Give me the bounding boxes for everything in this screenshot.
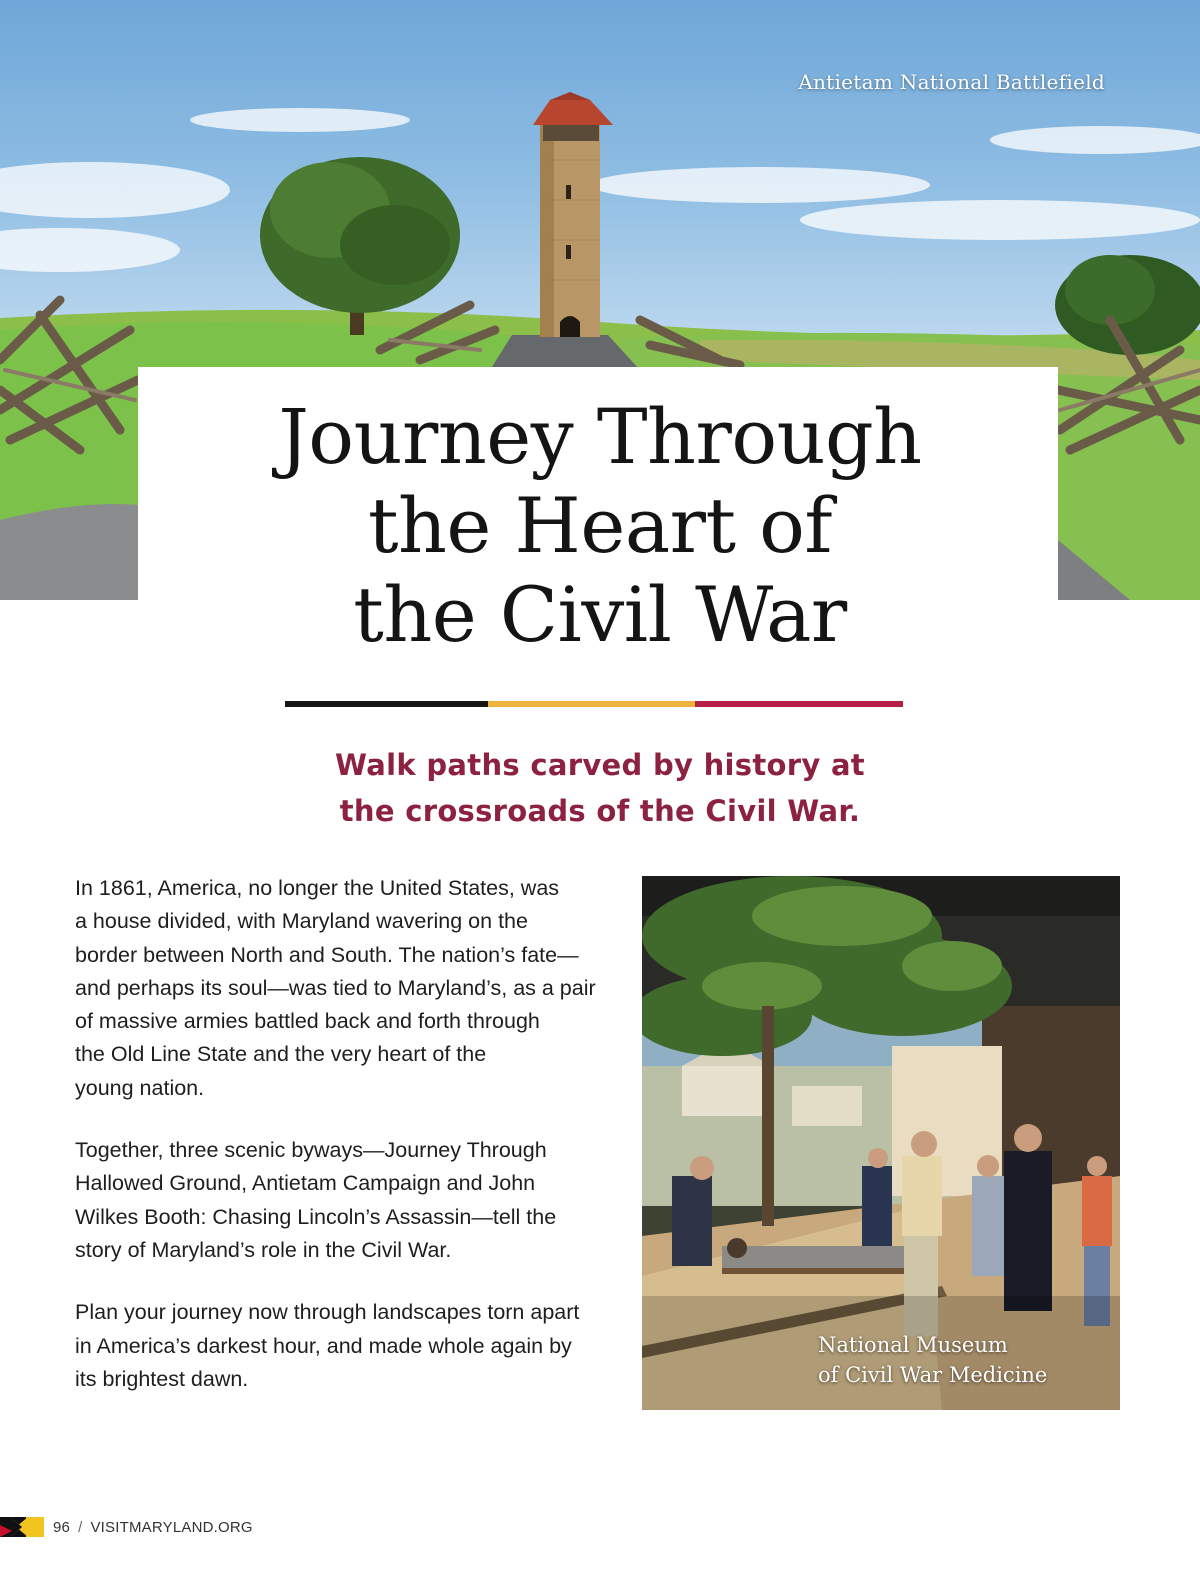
body-line: Together, three scenic byways—Journey Through <box>75 1138 547 1163</box>
body-line: in America’s darkest hour, and made whole again by <box>75 1333 572 1358</box>
title-line: Journey Through <box>278 392 922 481</box>
article-title <box>0 392 1200 659</box>
maryland-flag-icon <box>0 1517 44 1537</box>
museum-photo <box>642 876 1120 1410</box>
footer-text <box>53 1519 253 1536</box>
body-line: Wilkes Booth: Chasing Lincoln’s Assassin—tell the <box>75 1204 557 1229</box>
caption-line: of Civil War Medicine <box>818 1363 1048 1387</box>
body-line: young nation. <box>75 1075 205 1100</box>
caption-line: National Museum <box>818 1333 1008 1357</box>
footer-site-link[interactable]: VISITMARYLAND.ORG <box>90 1519 253 1536</box>
page-number: 96 <box>53 1519 71 1536</box>
body-line: border between North and South. The nation’s fate— <box>75 942 579 967</box>
divider-black <box>285 701 488 707</box>
subtitle-line: Walk paths carved by history at <box>335 748 865 782</box>
divider-gold <box>488 701 695 707</box>
page-footer <box>0 1515 400 1539</box>
body-line: story of Maryland’s role in the Civil War. <box>75 1237 452 1262</box>
footer-separator: / <box>78 1519 83 1536</box>
body-line: In 1861, America, no longer the United States, was <box>75 876 560 900</box>
article-body <box>75 872 620 1425</box>
body-line: a house divided, with Maryland wavering on the <box>75 909 528 934</box>
body-paragraph <box>75 1296 620 1396</box>
article-subtitle <box>0 742 1200 834</box>
body-paragraph <box>75 872 620 1105</box>
body-line: Plan your journey now through landscapes torn apart <box>75 1300 580 1325</box>
hero-photo-caption: Antietam National Battlefield <box>798 70 1105 94</box>
body-line: Hallowed Ground, Antietam Campaign and John <box>75 1171 536 1196</box>
body-line: the Old Line State and the very heart of the <box>75 1042 487 1067</box>
body-paragraph <box>75 1134 620 1267</box>
body-line: of massive armies battled back and forth through <box>75 1009 540 1034</box>
subtitle-line: the crossroads of the Civil War. <box>339 794 861 828</box>
body-line: its brightest dawn. <box>75 1366 249 1391</box>
museum-photo-caption <box>818 1330 1047 1390</box>
body-line: and perhaps its soul—was tied to Maryland’s, as a pair <box>75 975 596 1000</box>
title-line: the Heart of <box>367 481 833 570</box>
divider-red <box>695 701 903 707</box>
title-line: the Civil War <box>353 570 847 659</box>
